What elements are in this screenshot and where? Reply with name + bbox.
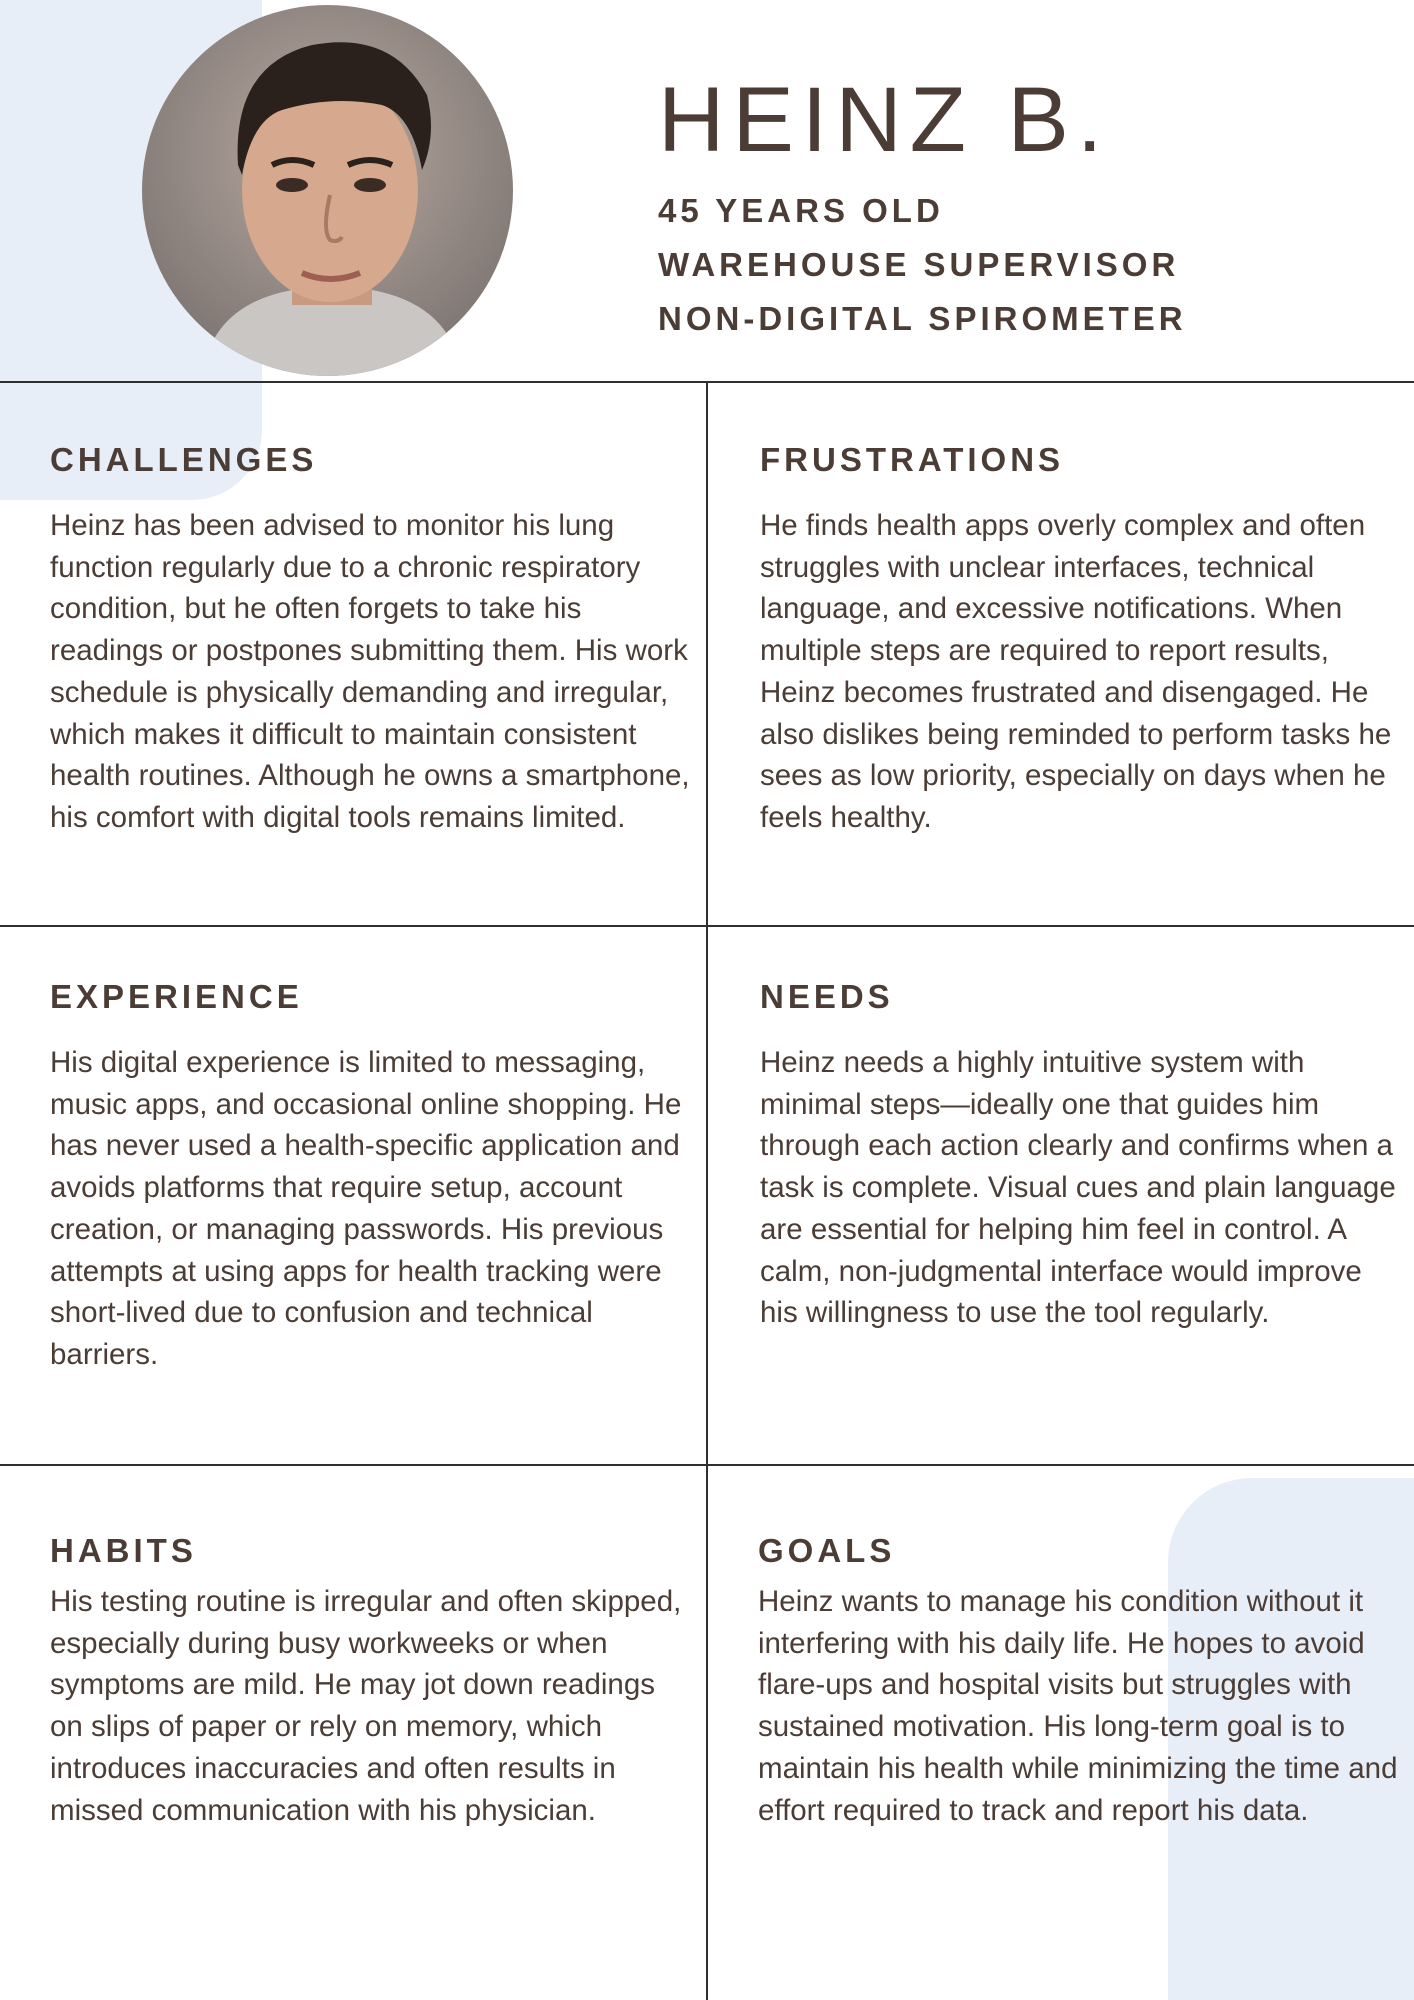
section-text-habits: His testing routine is irregular and often skipped, especially during busy workweeks or when symptoms are mild. He may jot down readings on slips of paper or rely on memory, which introduces inaccuracies and often results in missed communication with his physician.	[50, 1585, 682, 1827]
section-text-needs: Heinz needs a highly intuitive system with minimal steps—ideally one that guides him through each action clearly and confirms when a task is complete. Visual cues and plain language are essential for helping him feel in control. A calm, non-judgmental interface would improve his willingness to use the tool regularly.	[760, 1046, 1396, 1330]
section-needs	[760, 980, 1400, 1334]
section-title-needs: NEEDS	[760, 978, 894, 1015]
persona-age: 45 YEARS OLD	[658, 192, 944, 229]
section-challenges	[50, 443, 690, 839]
avatar-portrait	[142, 5, 513, 376]
section-frustrations	[760, 443, 1400, 839]
section-title-frustrations: FRUSTRATIONS	[760, 441, 1065, 478]
persona-name: HEINZ B.	[658, 69, 1111, 171]
section-text-challenges: Heinz has been advised to monitor his lung function regularly due to a chronic respiratory condition, but he often forgets to take his readings or postpones submitting them. His work schedule is physically demanding and irregular, which makes it difficult to maintain consistent health routines. Although he owns a smartphone, his comfort with digital tools remains limited.	[50, 509, 690, 834]
section-text-frustrations: He finds health apps overly complex and often struggles with unclear interfaces, technical language, and excessive notifications. When multiple steps are required to report results, Heinz becomes frustrated and disengaged. He also dislikes being reminded to perform tasks he sees as low priority, especially on days when he feels healthy.	[760, 509, 1392, 834]
section-experience	[50, 980, 690, 1376]
section-goals	[758, 1534, 1398, 1831]
divider-column	[706, 382, 708, 2000]
section-title-challenges: CHALLENGES	[50, 441, 318, 478]
section-title-experience: EXPERIENCE	[50, 978, 303, 1015]
section-title-goals: GOALS	[758, 1532, 896, 1569]
section-text-goals: Heinz wants to manage his condition without it interfering with his daily life. He hopes to avoid flare-ups and hospital visits but struggles with sustained motivation. His long-term goal is to maintain his health while minimizing the time and effort required to track and report his data.	[758, 1585, 1398, 1827]
avatar	[142, 5, 513, 376]
persona-device: NON-DIGITAL SPIROMETER	[658, 300, 1187, 337]
section-text-experience: His digital experience is limited to messaging, music apps, and occasional online shopping. He has never used a health-specific application and avoids platforms that require setup, account creation, or managing passwords. His previous attempts at using apps for health tracking were short-lived due to confusion and technical barriers.	[50, 1046, 682, 1371]
section-title-habits: HABITS	[50, 1532, 197, 1569]
section-habits	[50, 1534, 690, 1831]
persona-occupation: WAREHOUSE SUPERVISOR	[658, 246, 1180, 283]
